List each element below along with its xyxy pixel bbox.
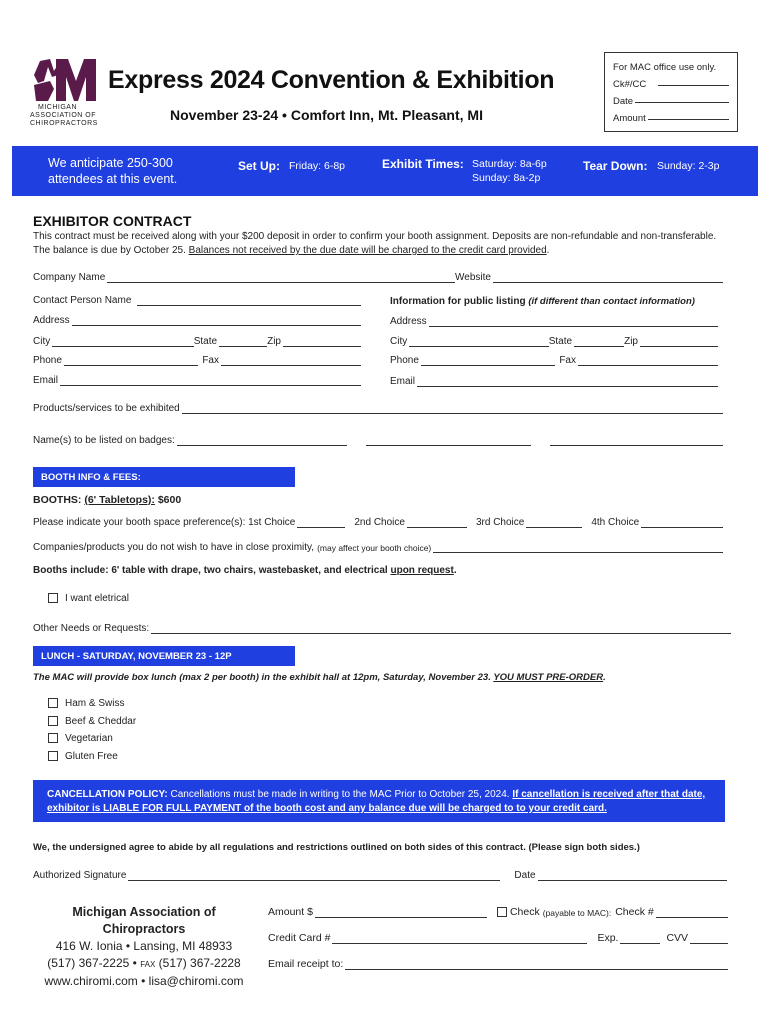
attendees-text: We anticipate 250-300 attendees at this event. <box>48 156 178 186</box>
org-fax-label: FAX <box>140 960 156 969</box>
setup-value: Friday: 6-8p <box>289 160 346 172</box>
contract-intro-text: This contract must be received along with your $200 deposit in order to confirm your booth assignment. Deposits are non-refundable and non-transferable. The balance is due by October 25. <box>33 231 717 256</box>
phone-row <box>33 355 361 366</box>
org-phone-fax: (517) 367-2225 • FAX (517) 367-2228 <box>47 956 241 970</box>
company-row <box>33 272 723 283</box>
setup-label: Set Up: <box>238 159 280 173</box>
badge-name-2-field[interactable] <box>366 436 531 446</box>
booth-info-bar: BOOTH INFO & FEES: <box>33 467 295 487</box>
public-zip-field[interactable] <box>640 337 718 347</box>
other-needs-row <box>33 623 731 634</box>
office-ck-field[interactable] <box>658 76 729 86</box>
signature-row <box>33 870 727 881</box>
public-address-label: Address <box>390 316 427 327</box>
public-city-label: City <box>390 336 408 347</box>
org-address: 416 W. Ionia • Lansing, MI 48933 <box>55 939 233 953</box>
lunch-note-end: . <box>603 672 606 683</box>
address-row <box>33 315 361 326</box>
email-receipt-label: Email receipt to: <box>268 958 344 970</box>
other-needs-field[interactable] <box>151 624 731 634</box>
cancellation-label: CANCELLATION POLICY: <box>47 789 168 800</box>
lunch-option-ham[interactable] <box>48 695 136 713</box>
products-row <box>33 403 723 414</box>
signature-label: Authorized Signature <box>33 870 127 881</box>
electrical-checkbox[interactable] <box>48 593 58 603</box>
cancellation-text: Cancellations must be made in writing to the MAC Prior to October 25, 2024. <box>170 789 510 800</box>
badges-label: Name(s) to be listed on badges: <box>33 435 175 446</box>
exp-label: Exp. <box>597 932 619 944</box>
org-phone: (517) 367-2225 <box>47 956 130 970</box>
page-subtitle: November 23-24 • Comfort Inn, Mt. Pleasant, MI <box>170 107 483 123</box>
ham-label: Ham & Swiss <box>65 698 125 709</box>
state-label: State <box>193 336 218 347</box>
contract-intro <box>33 230 733 258</box>
public-zip-label: Zip <box>624 336 638 347</box>
badges-row <box>33 435 723 446</box>
public-fax-label: Fax <box>559 355 576 366</box>
public-state-field[interactable] <box>574 337 624 347</box>
org-fax: (517) 367-2228 <box>158 956 241 970</box>
org-name: Michigan Association of Chiropractors <box>72 905 216 936</box>
logo-mark-icon <box>30 55 98 103</box>
org-web: www.chiromi.com • lisa@chiromi.com <box>44 974 244 988</box>
preference-label: Please indicate your booth space preference(s): 1st Choice <box>33 517 296 528</box>
office-date-label: Date <box>613 96 634 107</box>
lunch-note-underlined: YOU MUST PRE-ORDER <box>493 672 604 683</box>
electrical-label: I want eletrical <box>65 593 129 604</box>
phone-label: Phone <box>33 355 62 366</box>
proximity-note: (may affect your booth choice) <box>317 543 432 553</box>
public-email-row <box>390 376 718 387</box>
beef-label: Beef & Cheddar <box>65 715 137 727</box>
proximity-field[interactable] <box>433 543 723 553</box>
public-address-row <box>390 316 718 327</box>
amount-label: Amount $ <box>268 906 313 918</box>
booths-label: BOOTHS: <box>33 494 82 506</box>
zip-label: Zip <box>267 336 281 347</box>
gluten-free-label: Gluten Free <box>65 750 118 762</box>
exhibit-saturday: Saturday: 8a-6p <box>472 158 547 170</box>
booths-price: $600 <box>157 494 182 506</box>
mac-logo <box>30 55 98 130</box>
email-field[interactable] <box>60 376 361 386</box>
badge-name-1-field[interactable] <box>177 436 347 446</box>
public-address-field[interactable] <box>429 317 718 327</box>
lunch-note-text: The MAC will provide box lunch (max 2 per booth) in the exhibit hall at 12pm, Saturday, November 23. <box>33 672 491 683</box>
public-email-field[interactable] <box>417 377 718 387</box>
beef-checkbox[interactable] <box>48 716 58 726</box>
booths-line <box>33 494 181 506</box>
address-field[interactable] <box>72 316 361 326</box>
email-receipt-field[interactable] <box>345 960 728 970</box>
public-city-row <box>390 336 718 347</box>
credit-card-field[interactable] <box>332 934 587 944</box>
public-phone-row <box>390 355 718 366</box>
office-use-box <box>604 52 738 132</box>
payment-amount-row <box>268 906 728 918</box>
fax-field[interactable] <box>221 356 361 366</box>
contact-field[interactable] <box>137 296 361 306</box>
badge-name-3-field[interactable] <box>550 436 723 446</box>
lunch-note <box>33 672 606 683</box>
lunch-bar: LUNCH - SATURDAY, NOVEMBER 23 - 12P <box>33 646 295 666</box>
fax-label: Fax <box>202 355 219 366</box>
cvv-field[interactable] <box>690 934 728 944</box>
office-amount-field[interactable] <box>648 110 729 120</box>
address-label: Address <box>33 315 70 326</box>
contract-intro-end: . <box>546 245 550 256</box>
contact-row <box>33 295 361 306</box>
signature-field[interactable] <box>128 871 500 881</box>
office-amount-label: Amount <box>613 113 646 124</box>
teardown-label: Tear Down: <box>583 159 648 173</box>
preference-row <box>33 517 723 528</box>
check-label: Check <box>509 906 540 918</box>
vegetarian-checkbox[interactable] <box>48 733 58 743</box>
city-label: City <box>33 336 51 347</box>
agreement-text: We, the undersigned agree to abide by all regulations and restrictions outlined on both sides of this contract. (Please sign both sides.) <box>33 842 640 853</box>
teardown-value: Sunday: 2-3p <box>657 160 720 172</box>
event-banner <box>12 146 758 196</box>
second-choice-field[interactable] <box>407 518 467 528</box>
website-label: Website <box>455 272 491 283</box>
public-phone-field[interactable] <box>421 356 555 366</box>
other-needs-label: Other Needs or Requests: <box>33 623 150 634</box>
contract-intro-underlined: Balances not received by the due date will be charged to the credit card provided <box>188 245 547 256</box>
products-field[interactable] <box>182 404 723 414</box>
gluten-free-checkbox[interactable] <box>48 751 58 761</box>
zip-field[interactable] <box>283 337 361 347</box>
check-number-field[interactable] <box>656 908 728 918</box>
public-city-field[interactable] <box>409 337 549 347</box>
office-ck-label: Ck#/CC <box>613 79 647 90</box>
proximity-label: Companies/products you do not wish to have in close proximity, <box>33 542 315 553</box>
cancellation-bold: If cancellation is received after that date, exhibitor is LIABLE FOR FULL PAYMENT of the booth cost and any balance due will be charged to to your credit card. <box>47 789 706 814</box>
booth-includes <box>33 565 457 576</box>
credit-card-row <box>268 932 728 944</box>
vegetarian-label: Vegetarian <box>65 733 113 744</box>
contact-label: Contact Person Name <box>33 295 132 306</box>
company-label: Company Name <box>33 272 106 283</box>
signature-date-label: Date <box>514 870 536 881</box>
cvv-label: CVV <box>666 932 689 944</box>
public-listing-note: (if different than contact information) <box>528 296 695 307</box>
credit-card-label: Credit Card # <box>268 932 331 944</box>
proximity-row <box>33 542 723 553</box>
booth-includes-underlined: upon request <box>390 565 454 576</box>
amount-field[interactable] <box>315 908 487 918</box>
lunch-option-beef[interactable] <box>48 713 136 731</box>
second-choice-label: 2nd Choice <box>354 517 405 528</box>
electrical-option[interactable] <box>48 593 129 604</box>
phone-field[interactable] <box>64 356 198 366</box>
office-use-title: For MAC office use only. <box>613 62 717 73</box>
email-receipt-row <box>268 958 728 970</box>
first-choice-field[interactable] <box>297 518 345 528</box>
ham-checkbox[interactable] <box>48 698 58 708</box>
lunch-option-vegetarian[interactable] <box>48 730 136 748</box>
check-checkbox[interactable] <box>497 907 507 917</box>
public-fax-field[interactable] <box>578 356 718 366</box>
booths-type: (6' Tabletops): <box>84 494 155 506</box>
fourth-choice-label: 4th Choice <box>591 517 640 528</box>
state-field[interactable] <box>219 337 267 347</box>
fourth-choice-field[interactable] <box>641 518 723 528</box>
third-choice-field[interactable] <box>526 518 582 528</box>
page-title: Express 2024 Convention & Exhibition <box>108 66 555 94</box>
office-date-field[interactable] <box>635 93 729 103</box>
signature-date-field[interactable] <box>538 871 727 881</box>
contract-heading: EXHIBITOR CONTRACT <box>33 213 192 229</box>
check-number-label: Check # <box>615 906 654 918</box>
company-field[interactable] <box>107 273 455 283</box>
public-state-label: State <box>548 336 573 347</box>
products-label: Products/services to be exhibited <box>33 403 180 414</box>
city-row <box>33 336 361 347</box>
public-phone-label: Phone <box>390 355 419 366</box>
exhibit-sunday: Sunday: 8a-2p <box>472 172 541 184</box>
lunch-option-gluten-free[interactable] <box>48 748 136 766</box>
city-field[interactable] <box>52 337 194 347</box>
public-listing-title: Information for public listing <box>390 296 526 307</box>
public-listing-heading <box>390 296 695 307</box>
website-field[interactable] <box>493 273 723 283</box>
cancellation-box <box>33 780 725 822</box>
email-label: Email <box>33 375 59 386</box>
third-choice-label: 3rd Choice <box>475 517 525 528</box>
check-note: (payable to MAC): <box>542 908 612 918</box>
exhibit-times-label: Exhibit Times: <box>382 157 464 171</box>
email-row <box>33 375 361 386</box>
booth-includes-text: Booths include: 6' table with drape, two chairs, wastebasket, and electrical <box>33 565 388 576</box>
booth-includes-end: . <box>453 565 457 576</box>
logo-text: MICHIGAN ASSOCIATION OF CHIROPRACTORS <box>30 104 98 127</box>
exp-field[interactable] <box>620 934 660 944</box>
lunch-options <box>48 695 136 765</box>
public-email-label: Email <box>390 376 416 387</box>
org-info <box>33 904 255 990</box>
